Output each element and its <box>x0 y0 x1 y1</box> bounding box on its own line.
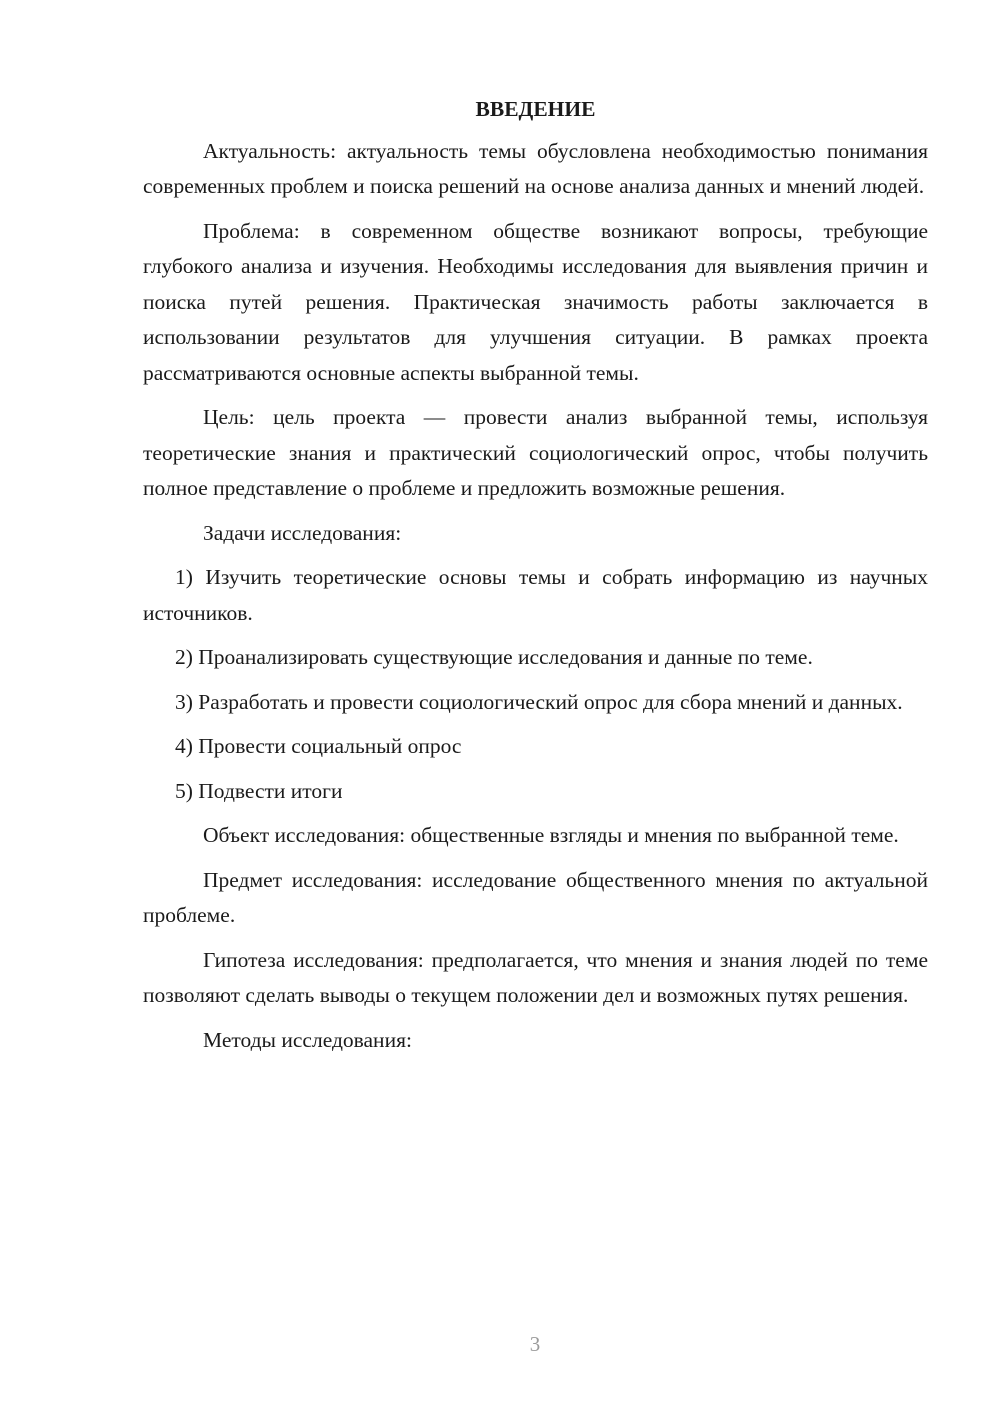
task-item-4: 4) Провести социальный опрос <box>175 734 462 758</box>
document-page <box>143 92 928 1067</box>
task-item-5: 5) Подвести итоги <box>175 778 343 803</box>
subject-paragraph: Предмет исследования: исследование общественного мнения по актуальной проблеме. <box>143 867 928 927</box>
tasks-heading: Задачи исследования: <box>203 520 402 545</box>
problem-paragraph: Проблема: в современном обществе возникают вопросы, требующие глубокого анализа и изучения. Необходимы исследования для выявления причин и поиска путей решения. Практическая значимость работы заключается в использовании результатов для улучшения ситуации. В рамках проекта рассматриваются основные аспекты выбранной темы. <box>143 218 928 385</box>
goal-paragraph: Цель: цель проекта — провести анализ выбранной темы, используя теоретические знания и практический социологический опрос, чтобы получить полное представление о проблеме и предложить возможные решения. <box>143 405 928 500</box>
task-item-2: 2) Проанализировать существующие исследования и данные по теме. <box>175 645 813 669</box>
relevance-paragraph: Актуальность: актуальность темы обусловлена необходимостью понимания современных проблем и поиска решений на основе анализа данных и мнений людей. <box>143 138 928 198</box>
section-title: ВВЕДЕНИЕ <box>475 97 596 121</box>
hypothesis-paragraph: Гипотеза исследования: предполагается, что мнения и знания людей по теме позволяют сделать выводы о текущем положении дел и возможных путях решения. <box>143 947 928 1007</box>
page-number: 3 <box>529 1332 541 1356</box>
task-item-1: 1) Изучить теоретические основы темы и собрать информацию из научных источников. <box>143 565 928 625</box>
methods-heading: Методы исследования: <box>203 1027 412 1052</box>
object-paragraph: Объект исследования: общественные взгляды и мнения по выбранной теме. <box>203 823 899 847</box>
task-item-3: 3) Разработать и провести социологический опрос для сбора мнений и данных. <box>175 689 903 714</box>
